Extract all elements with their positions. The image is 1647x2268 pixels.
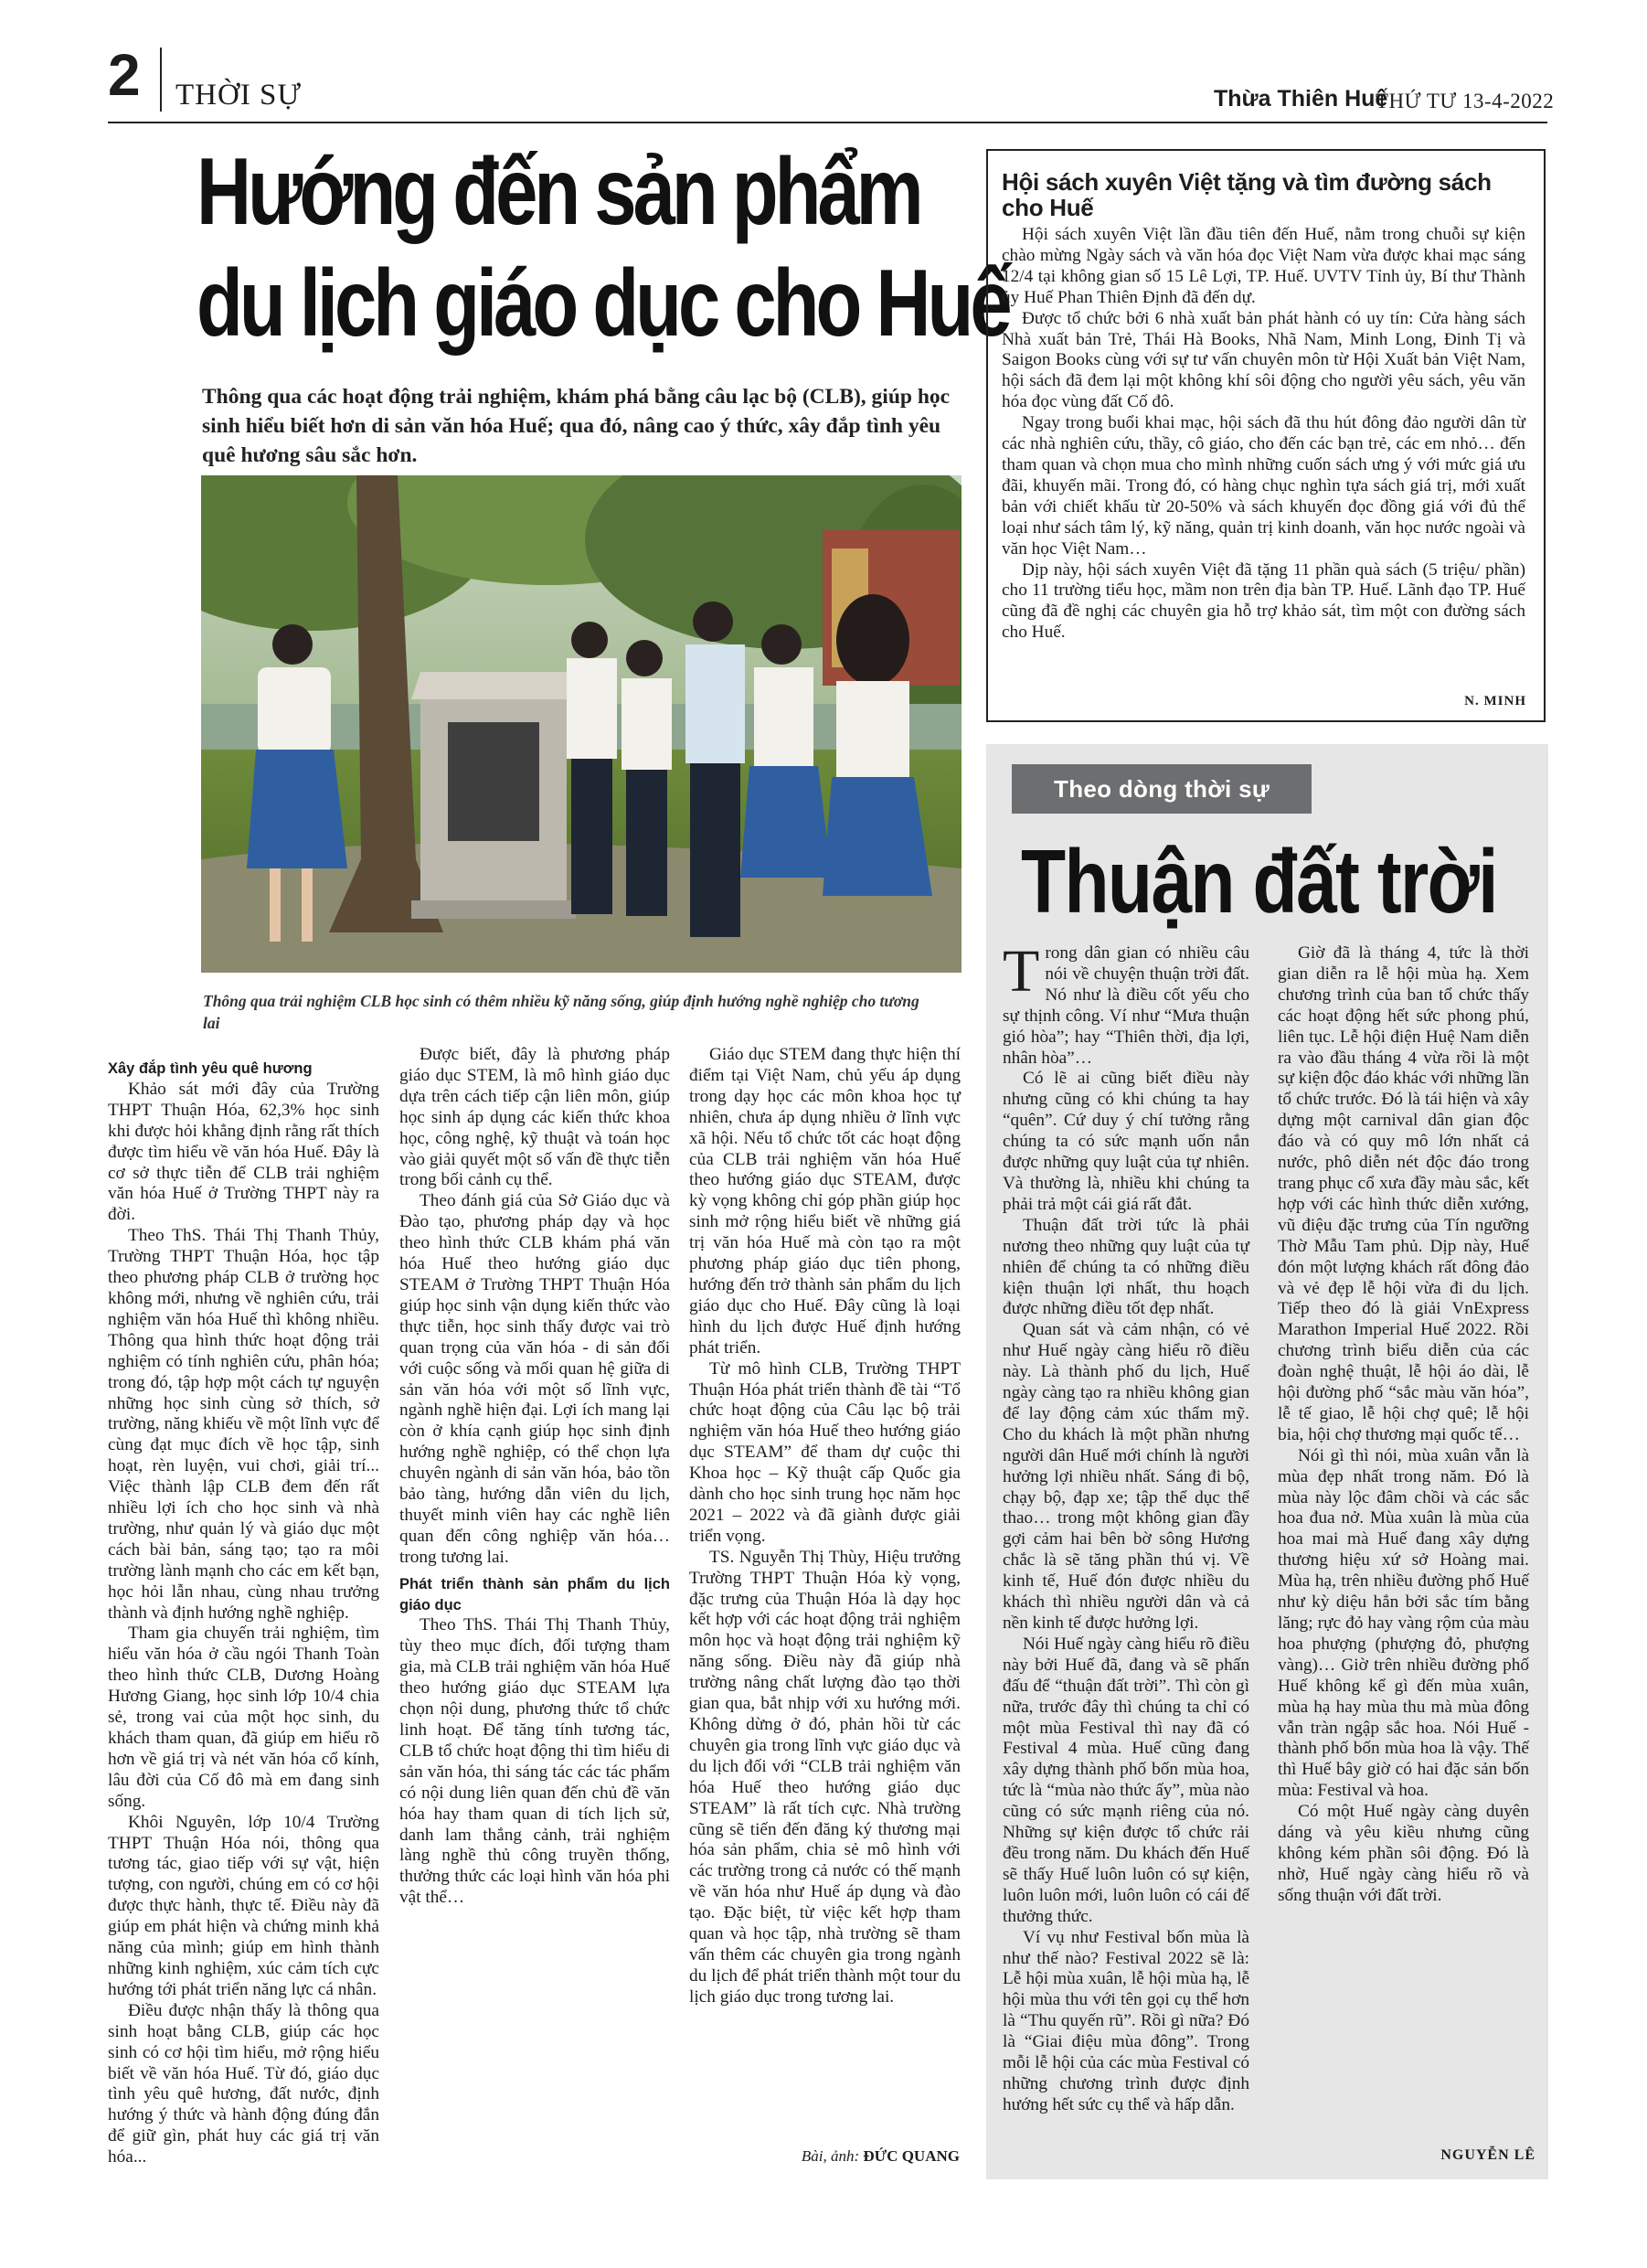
paragraph: Quan sát và cảm nhận, có vẻ như Huế ngày càng hiểu rõ điều này. Là thành phố du lịch, Huế ngày càng tạo ra nhiều không gian để lay động cảm xúc thẩm mỹ. Cho du khách là một phần nhưng người dân Huế mới chính là người hưởng lợi nhiều nhất. Sáng đi bộ, chạy bộ, đạp xe; tập thể dục thể thao… trong một không gian đầy gợi cảm hai bên bờ sông Hương chắc là sẽ tăng phần thú vị. Về kinh tế, Huế đón được nhiều du khách thì nhiều người dân và cả nền kinh tế được hưởng lợi.: [1003, 1320, 1249, 1633]
article-photo: [201, 475, 962, 973]
section-label: THỜI SỰ: [175, 79, 303, 112]
paragraph: Theo ThS. Thái Thị Thanh Thủy, tùy theo mục đích, đối tượng tham gia, mà CLB trải nghiệm văn hóa Huế theo hướng giáo dục STEAM lựa chọn nội dung, phương thức tổ chức linh hoạt. Để tăng tính tương tác, CLB tổ chức hoạt động thi tìm hiểu di sản văn hóa, thi sáng tác các tác phẩm có nội dung liên quan đến chủ đề văn hóa hay tham quan di tích lịch sử, danh lam thắng cảnh, trải nghiệm làng nghề thủ công truyền thống, thưởng thức các loại hình văn hóa phi vật thể…: [399, 1615, 670, 1908]
article-column-2: [399, 1045, 670, 1909]
byline-author: ĐỨC QUANG: [863, 2147, 960, 2165]
paragraph-text: rong dân gian có nhiều câu nói về chuyện thuận trời đất. Nó như là điều cốt yếu cho sự thịnh công. Ví như “Mưa thuận gió hòa”; hay “Thiên thời, địa lợi, nhân hòa”…: [1003, 943, 1249, 1068]
box-title: Hội sách xuyên Việt tặng và tìm đường sách cho Huế: [1002, 168, 1492, 221]
paragraph: Có lẽ ai cũng biết điều này nhưng cũng có khi chúng ta hay “quên”. Cứ duy ý chí tưởng rằng chúng ta có sức mạnh uốn nắn được những quy luật của tự nhiên. Và thường là, nhiều khi chúng ta phải trả một cái giá rất đắt.: [1003, 1069, 1249, 1214]
article-column-1: [108, 1059, 379, 2168]
sidebar-title: Thuận đất trời: [1021, 831, 1497, 932]
byline-prefix: Bài, ảnh:: [801, 2147, 860, 2165]
paragraph: Khôi Nguyên, lớp 10/4 Trường THPT Thuận Hóa nói, thông qua tương tác, giao tiếp với sự vật, hiện tượng, con người, chúng em có cơ hội được thực hành, thực tế. Điều này đã giúp em phát hiện và chứng minh khả năng của mình; giúp em hình thành những kinh nghiệm, xúc cảm tích cực hướng tới phát triển năng lực cá nhân.: [108, 1812, 379, 1999]
article-column-3: [689, 1045, 961, 2008]
sidebar-signature: NGUYỄN LÊ: [1440, 2147, 1535, 2163]
box-signature: N. MINH: [1464, 694, 1526, 708]
paragraph: TS. Nguyễn Thị Thùy, Hiệu trưởng Trường THPT Thuận Hóa kỳ vọng, đặc trưng của Thuận Hóa là dạy học kết hợp với các hoạt động trải nghiệm môn học và hoạt động trải nghiệm kỹ năng sống. Điều này đã giúp nhà trường nâng chất lượng đào tạo thời gian qua, bắt nhịp với xu hướng mới. Không dừng ở đó, phản hồi từ các chuyên gia trong lĩnh vực giáo dục và du lịch đối với “CLB trải nghiệm văn hóa Huế theo hướng giáo dục STEAM” là rất tích cực. Nhà trường cũng sẽ tiến đến đăng ký thương mại hóa sản phẩm, chia sẻ mô hình với các trường trong cả nước có thế mạnh về văn hóa như Huế áp dụng và đào tạo. Đặc biệt, từ việc kết hợp tham quan và học tập, nhà trường sẽ tham vấn thêm các chuyên gia trong ngành du lịch để phát triển thành một tour du lịch giáo dục trong tương lai.: [689, 1547, 961, 2007]
paragraph: Có một Huế ngày càng duyên dáng và yêu kiều nhưng cũng không kém phần sôi động. Đó là nhờ, Huế ngày càng hiểu rõ và sống thuận với đất trời.: [1278, 1802, 1529, 1905]
box-body: [1002, 225, 1525, 644]
header-divider: [160, 48, 162, 112]
header-rule: [108, 122, 1547, 123]
subhead: Phát triển thành sản phẩm du lịch giáo dục: [399, 1575, 670, 1613]
paragraph: Theo đánh giá của Sở Giáo dục và Đào tạo, phương pháp dạy và học theo hình thức CLB khám phá văn hóa Huế theo hướng giáo dục STEAM ở Trường THPT Thuận Hóa giúp học sinh vận dụng kiến thức vào thực tiễn, học sinh thấy được vai trò quan trọng của văn hóa - di sản đối với cuộc sống và mối quan hệ giữa di sản văn hóa với một số lĩnh vực, ngành nghề hiện đại. Lợi ích mang lại còn ở khía cạnh giúp học sinh định hướng nghề nghiệp, có thể chọn lựa chuyên ngành di sản văn hóa, bảo tồn bảo tàng, hướng dẫn viên du lịch, thuyết minh viên hay các nghề liên quan đến công nghiệp văn hóa… trong tương lai.: [399, 1191, 670, 1567]
paragraph: Dịp này, hội sách xuyên Việt đã tặng 11 phần quà sách (5 triệu/ phần) cho 11 trường tiểu học, mầm non trên địa bàn TP. Huế. Lãnh đạo TP. Huế cũng đã đề nghị các chuyên gia hỗ trợ khảo sát, tìm một con đường sách cho Huế.: [1002, 559, 1525, 643]
headline-line-2: du lịch giáo dục cho Huế: [197, 250, 1009, 357]
paragraph: Điều được nhận thấy là thông qua sinh hoạt bằng CLB, giúp các học sinh có cơ hội tìm hiểu, mở rộng hiểu biết về văn hóa Huế. Từ đó, giáo dục tình yêu quê hương, đất nước, định hướng ý thức và hành động đúng đắn để giữ gìn, phát huy các giá trị văn hóa...: [108, 2000, 379, 2167]
headline-line-1: Hướng đến sản phẩm: [197, 139, 920, 245]
paragraph: Nói Huế ngày càng hiểu rõ điều này bởi Huế đã, đang và sẽ phấn đấu để “thuận đất trời”. Thì còn gì nữa, trước đây thì chúng ta chỉ có một mùa Festival thì nay đã có Festival 4 mùa. Huế cũng đang xây dựng thành phố bốn mùa hoa, tức là “mùa nào thức ấy”, mùa nào cũng có sức mạnh riêng của nó. Những sự kiện được tổ chức rải đều trong năm. Du khách đến Huế sẽ thấy Huế luôn luôn có sự kiện, luôn luôn mới, luôn luôn có cái để thưởng thức.: [1003, 1634, 1249, 1926]
article-headline: [197, 139, 1009, 367]
drop-cap: T: [1003, 938, 1040, 1005]
sidebar-kicker: Theo dòng thời sự: [1012, 764, 1312, 814]
paragraph-first: [1003, 938, 1249, 1069]
paragraph: Ví vụ như Festival bốn mùa là như thế nào? Festival 2022 sẽ là: Lễ hội mùa xuân, lễ hội mùa hạ, lễ hội mùa thu với tên gọi cụ thể hơn là “Thu quyến rũ”. Rồi gì nữa? Đó là “Giai điệu mùa đông”. Trong mỗi lễ hội của các mùa Festival có những chương trình được định hướng hết sức cụ thể và hấp dẫn.: [1003, 1927, 1249, 2114]
photo-caption: Thông qua trải nghiệm CLB học sinh có thêm nhiều kỹ năng sống, giúp định hướng nghề nghiệp cho tương lai: [203, 992, 919, 1032]
page-number: 2: [108, 42, 139, 108]
newspaper-name: Thừa Thiên Huế: [1214, 86, 1388, 112]
paragraph: Nói gì thì nói, mùa xuân vẫn là mùa đẹp nhất trong năm. Đó là mùa này lộc đâm chồi và các sắc hoa đua nở. Mùa xuân là mùa của hoa mai mà Huế đang xây dựng thương hiệu xứ sở Hoàng mai. Mùa hạ, trên nhiều đường phố Huế như kỳ diệu hẳn bởi sắc tím bằng lăng; rực đỏ hay vàng rộm của màu hoa phượng (phượng đỏ, phượng vàng)… Giờ trên nhiều đường phố Huế không kể gì đến mùa xuân, mùa hạ hay mùa thu mà mùa đông vẫn tràn ngập sắc hoa. Nói Huế - thành phố bốn mùa hoa là vậy. Thế thì Huế bây giờ có hai đặc sản bốn mùa: Festival và hoa.: [1278, 1445, 1529, 1801]
paragraph: Giáo dục STEM đang thực hiện thí điểm tại Việt Nam, chủ yếu áp dụng trong dạy học các môn khoa học tự nhiên, chưa áp dụng nhiều ở lĩnh vực xã hội. Nếu tổ chức tốt các hoạt động của CLB trải nghiệm văn hóa Huế theo hướng giáo dục STEAM, được kỳ vọng không chỉ góp phần giúp học sinh mở rộng hiểu biết về những giá trị văn hóa Huế mà còn tạo ra một phương pháp giáo dục tiên phong, hướng đến trở thành sản phẩm du lịch giáo dục cho Huế. Đây cũng là loại hình du lịch được Huế định hướng phát triển.: [689, 1045, 961, 1358]
issue-date: THỨ TƯ 13-4-2022: [1376, 90, 1555, 112]
subhead: Xây đắp tình yêu quê hương: [108, 1060, 313, 1077]
paragraph: Từ mô hình CLB, Trường THPT Thuận Hóa phát triển thành đề tài “Tổ chức hoạt động của Câu lạc bộ trải nghiệm văn hóa Huế theo hướng giáo dục STEAM” để tham dự cuộc thi Khoa học – Kỹ thuật cấp Quốc gia dành cho học sinh trung học năm học 2021 – 2022 và đã giành được giải triển vọng.: [689, 1358, 961, 1546]
paragraph: Hội sách xuyên Việt lần đầu tiên đến Huế, nằm trong chuỗi sự kiện chào mừng Ngày sách và văn hóa đọc Việt Nam vừa được khai mạc sáng 12/4 tại không gian số 15 Lê Lợi, TP. Huế. UVTV Tỉnh ủy, Bí thư Thành ủy Huế Phan Thiên Định đã đến dự.: [1002, 225, 1525, 307]
paragraph: Tham gia chuyến trải nghiệm, tìm hiểu văn hóa ở cầu ngói Thanh Toàn theo hình thức CLB, Dương Hoàng Hương Giang, học sinh lớp 10/4 chia sẻ, trong vai của một học sinh, du khách tham quan, đã giúp em hiểu rõ hơn về giá trị và nét văn hóa cổ kính, lâu đời của Cố đô mà em đang sinh sống.: [108, 1624, 379, 1811]
paragraph: Được biết, đây là phương pháp giáo dục STEM, là mô hình giáo dục dựa trên cách tiếp cận liên môn, giúp học sinh áp dụng các kiến thức khoa học, công nghệ, kỹ thuật và toán học vào giải quyết một số vấn đề thực tiễn trong bối cảnh cụ thể.: [399, 1045, 670, 1190]
article-byline: [777, 2148, 960, 2164]
sidebar-column-1: [1003, 938, 1249, 2116]
sidebar-column-2: [1278, 943, 1529, 1907]
paragraph: Được tổ chức bởi 6 nhà xuất bản phát hành có uy tín: Cửa hàng sách Nhà xuất bản Trẻ, Thái Hà Books, Nhã Nam, Minh Long, Đinh Tị và Saigon Books cùng với sự tư vấn chuyên môn từ Hội Xuất bản Việt Nam, hội sách đã đem lại một không khí sôi động cho người yêu sách, yêu văn hóa đọc vùng đất Cố đô.: [1002, 308, 1525, 412]
paragraph: Ngay trong buổi khai mạc, hội sách đã thu hút đông đảo người dân từ các nhà nghiên cứu, thầy, cô giáo, cho đến các bạn trẻ, các em nhỏ… đến tham quan và chọn mua cho mình những cuốn sách ưng ý với mức giá ưu đãi, khuyến mãi. Trong đó, có hàng chục nghìn tựa sách giá trị, mới xuất bản với chiết khấu từ 20-50% và sách khuyến đọc đồng giá với đủ thể loại như sách tâm lý, kỹ năng, quản trị kinh doanh, văn học nước ngoài và văn học Việt Nam…: [1002, 413, 1525, 559]
paragraph: Giờ đã là tháng 4, tức là thời gian diễn ra lễ hội mùa hạ. Xem chương trình của ban tổ chức thấy các hoạt động hết sức phong phú, liên tục. Lễ hội điện Huệ Nam diễn ra vào đầu tháng 4 vừa rồi là một sự kiện độc đáo khác với những lần tổ chức trước. Đó là tái hiện và xây dựng một carnival dân gian độc đáo và có quy mô lớn nhất cả nước, phô diễn nét độc đáo trong trang phục cổ xưa đầy màu sắc, kết hợp với các hình thức diễn xướng, vũ điệu đặc trưng của Tín ngưỡng Thờ Mẫu Tam phủ. Dịp này, Huế đón một lượng khách rất đông đảo và vẻ đẹp lễ hội vừa đi du lịch. Tiếp theo đó là giải VnExpress Marathon Imperial Huế 2022. Rồi chương trình biểu diễn của các đoàn nghệ thuật, lễ hội áo dài, lễ hội đường phố “sắc màu văn hóa”, lễ tế giao, lễ hội chợ quê; lễ hội bia, hội chợ thương mại quốc tế…: [1278, 943, 1529, 1444]
paragraph: Thuận đất trời tức là phải nương theo những quy luật của tự nhiên để chúng ta có những điều kiện thuận lợi nhất, thu hoạch được những điều tốt đẹp nhất.: [1003, 1215, 1249, 1319]
paragraph: Khảo sát mới đây của Trường THPT Thuận Hóa, 62,3% học sinh khi được hỏi khẳng định rằng rất thích được tìm hiểu về văn hóa Huế. Đây là cơ sở thực tiễn để CLB trải nghiệm văn hóa Huế ở Trường THPT này ra đời.: [108, 1079, 379, 1225]
article-lead: Thông qua các hoạt động trải nghiệm, khám phá bằng câu lạc bộ (CLB), giúp học sinh hiểu biết hơn di sản văn hóa Huế; qua đó, nâng cao ý thức, xây đắp tình yêu quê hương sâu sắc hơn.: [202, 385, 951, 467]
paragraph: Theo ThS. Thái Thị Thanh Thủy, Trường THPT Thuận Hóa, học tập theo phương pháp CLB ở trường học không mới, nhưng về nghiên cứu, trải nghiệm văn hóa Huế thì không nhiều. Thông qua hình thức hoạt động trải nghiệm có tính nghiên cứu, phân hóa; trong đó, tập hợp một cách tự nguyện những học sinh cùng sở thích, sở trường, năng khiếu về một lĩnh vực để cùng đạt mục đích về học tập, sinh hoạt, rèn luyện, vui chơi, giải trí... Việc thành lập CLB đem đến rất nhiều lợi ích cho học sinh và nhà trường, như quản lý và giáo dục một cách bài bản, sáng tạo; tạo ra môi trường lành mạnh cho các em kết bạn, học hỏi lẫn nhau, cùng nhau trưởng thành và định hướng nghề nghiệp.: [108, 1226, 379, 1623]
